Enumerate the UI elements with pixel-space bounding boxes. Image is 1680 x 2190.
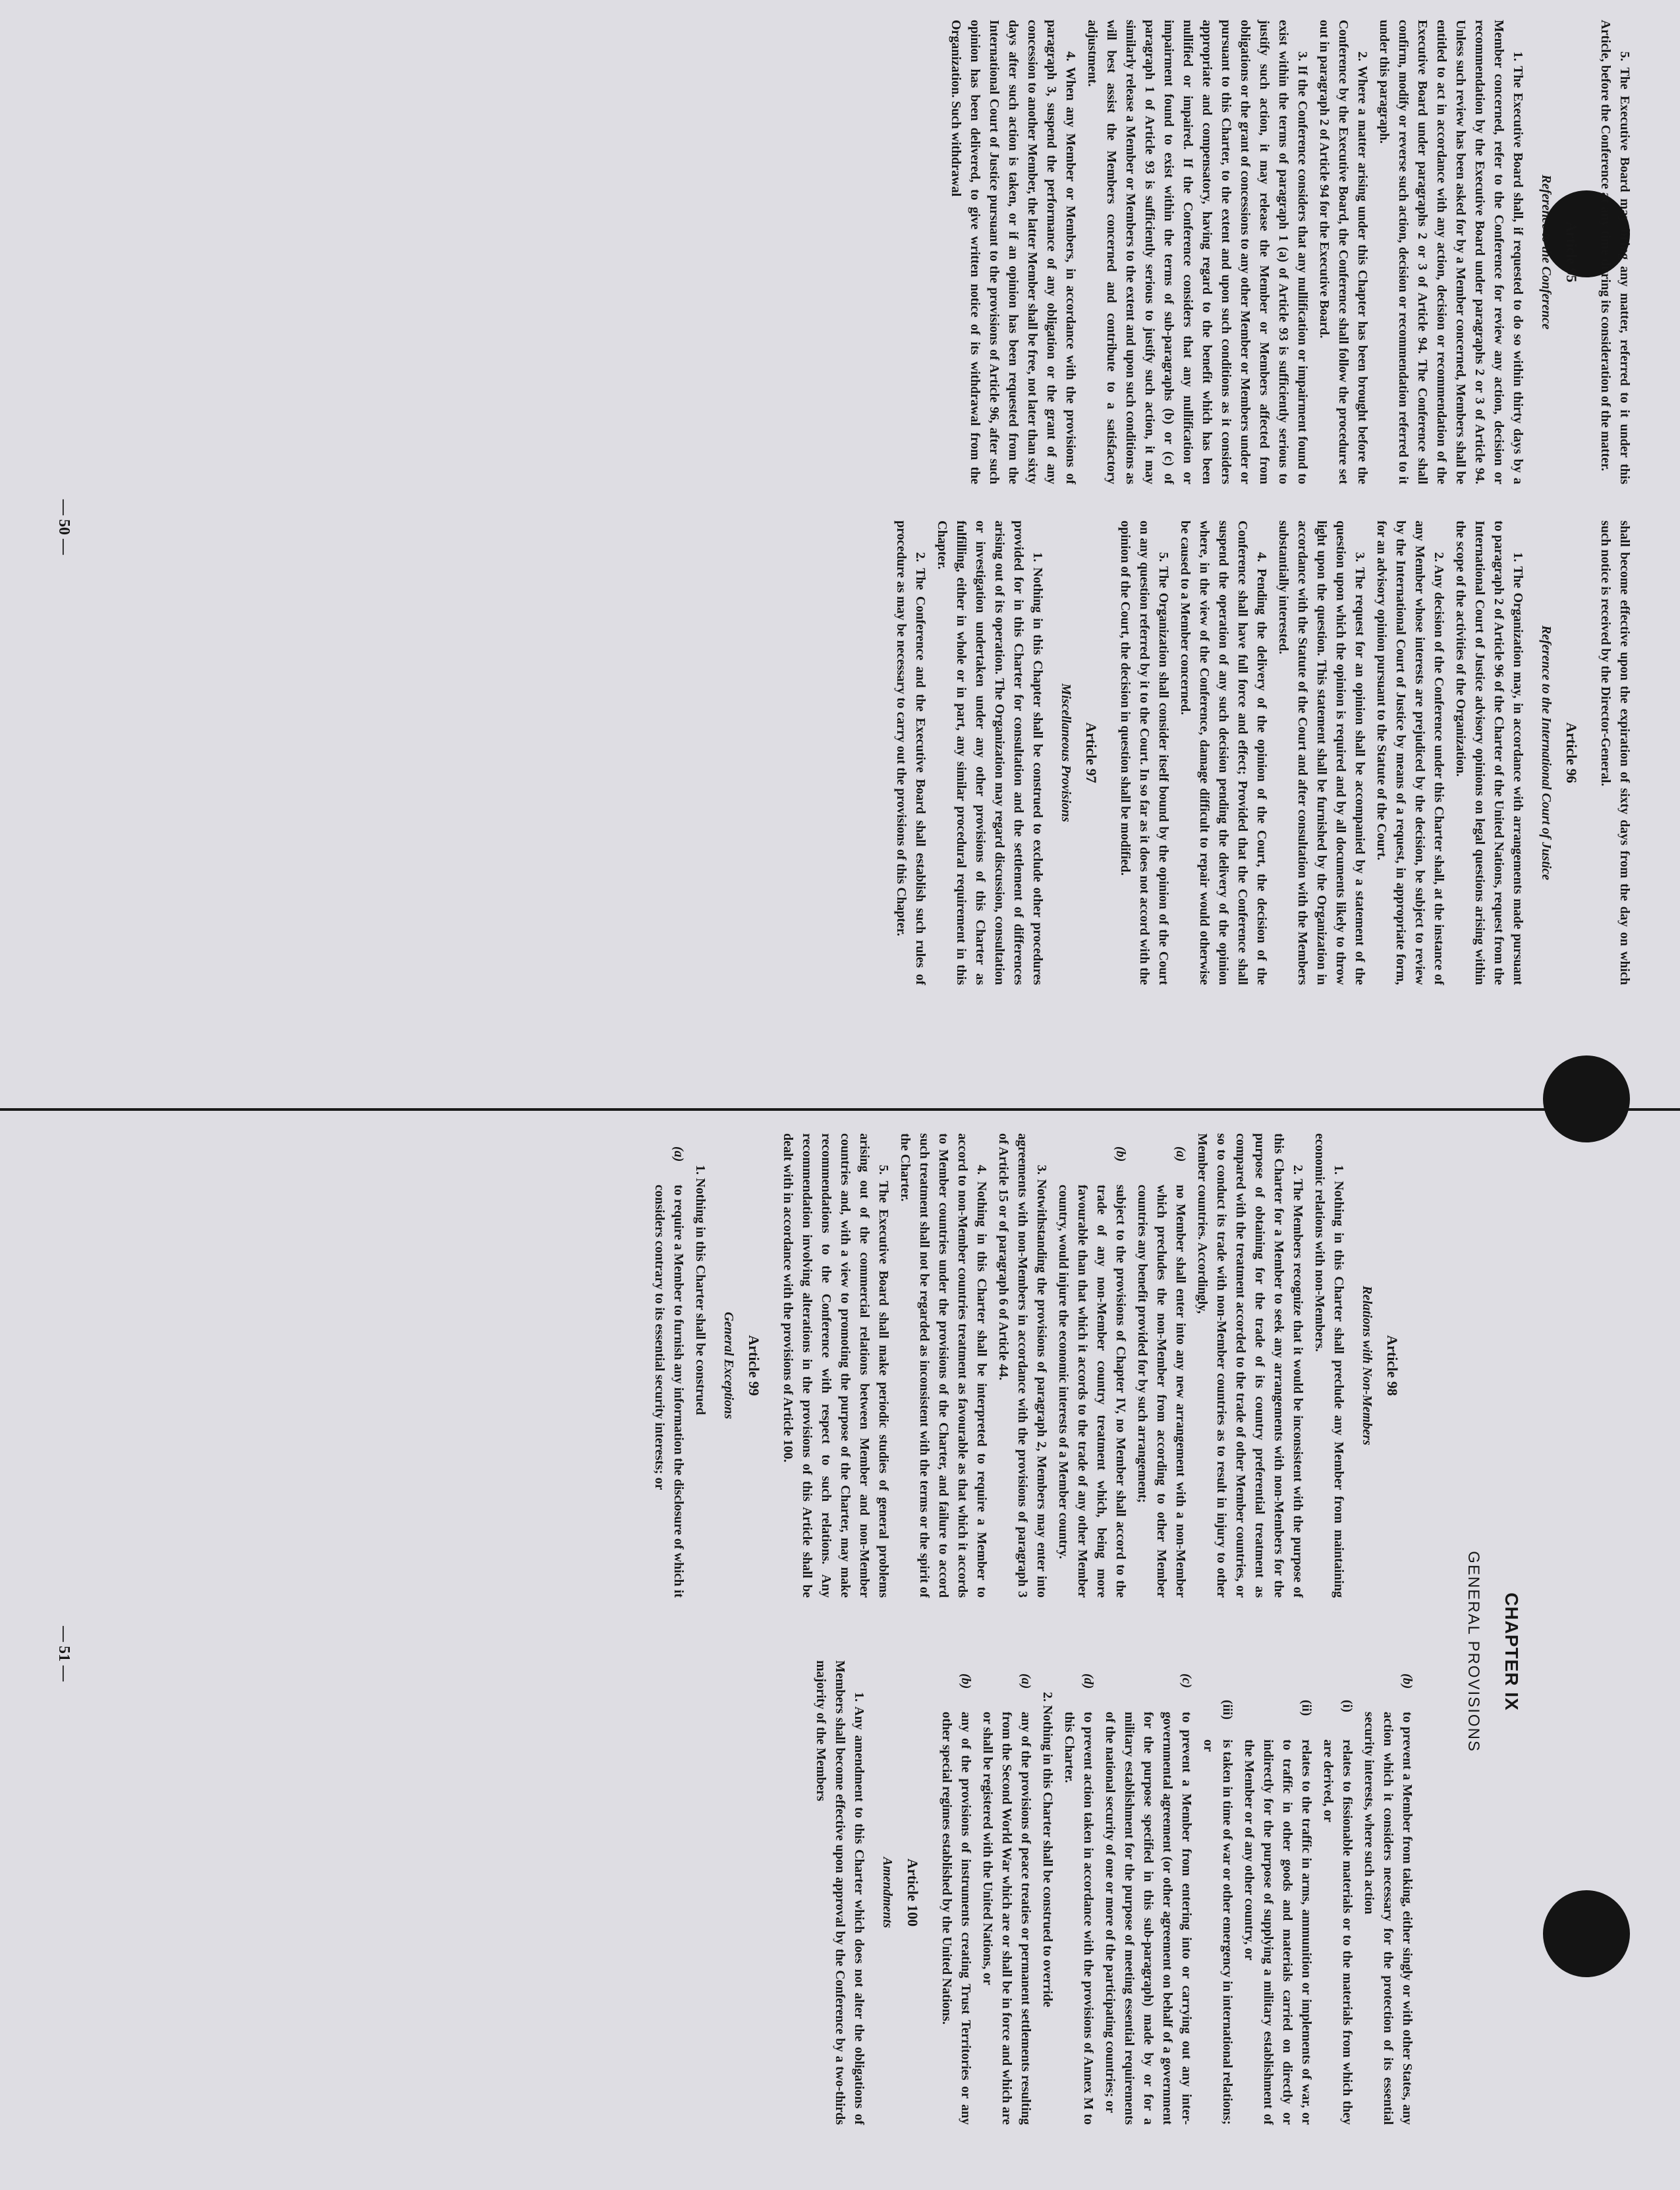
paragraph: 5. The Organization shall consider itself bound by the opinion of the Court on any question referred by it to the Court. In so far as it does not accord with the opinion of the Court, the decision in question shall be modified.: [1118, 520, 1171, 985]
list-item: (a) any of the provisions of peace treaties or permanent settlements resulting from the Second World War which are or shall be in force and which are or shall be registered with the United Nations, or: [980, 1673, 1033, 2125]
article-heading: Article 100: [905, 1858, 921, 1927]
article-heading: Article 96: [1563, 722, 1580, 783]
list-item: (b) any of the provisions of instruments creating Trust Territories or any other special regimes established by the United Nations.: [939, 1673, 973, 2125]
list-item: (b) to prevent a Member from taking, either singly or with other States, any action which it considers necessary for the protection of its essential security interests, where such action: [1362, 1673, 1414, 2125]
paragraph: 2. The Conference and the Executive Board shall establish such rules of procedure as may be necessary to carry out the provisions of this Chapter.: [894, 520, 928, 985]
list-item: (d) to prevent action taken in accordance with the provisions of Annex M to this Charter.: [1062, 1673, 1096, 2125]
list-subitem: (ii) relates to the traffic in arms, ammunition or implements of war, or to traffic in other goods and materials carried on directly or indirectly for the purpose of supplying a military establishment of the Member or of any other country, or: [1242, 1700, 1314, 2125]
paragraph: 1. The Organization may, in accordance with arrangements made pursuant to paragraph 2 of Article 96 of the Charter of the United Nations, request from the International Court of Justice advisory opinions on legal questions arising within the scope of the activities of the Organization.: [1453, 520, 1525, 985]
paragraph: 3. The request for an opinion shall be accompanied by a statement of the question upon which the opinion is required and by all documents likely to throw light upon the question. This statement shall be furnished by the Organization in accordance with the Statute of the Court and after consultation with the Members substantially interested.: [1276, 520, 1367, 985]
article-subheading: Relations with Non-Members: [1360, 1285, 1374, 1446]
page-51-column-2: [66, 1660, 1416, 2125]
list-subitem: (i) relates to fissionable materials or to the materials from which they are derived, or: [1321, 1700, 1355, 2125]
article-subheading: Miscellaneous Provisions: [1059, 683, 1073, 822]
chapter-heading: CHAPTER IX: [1501, 1592, 1522, 1711]
page-50: [0, 0, 1680, 1094]
paragraph: 1. Nothing in this Chapter shall be construed to exclude other procedures provided for in this Charter for consultation and the settlement of differences arising out of its operation. The Organization may regard discussion, consultation or investigation undertaken under any other provisions of this Charter as fulfilling, either in whole or in part, any similar procedural requirement in this Chapter.: [935, 520, 1045, 985]
paragraph: 4. Nothing in this Charter shall be interpreted to require a Member to accord to non-Member countries treatment as favourable as that which it accords to Member countries under the provisions of the Charter, and failure to accord such treatment shall not be regarded as inconsistent with the terms or the spirit of the Charter.: [898, 1133, 989, 1598]
article-subheading: General Exceptions: [721, 1312, 736, 1419]
paragraph: 2. The Members recognize that it would be inconsistent with the purpose of this Charter for a Member to seek any arrangements with non-Members for the purpose of obtaining for the trade of its country preferential treatment as compared with the treatment accorded to the trade of other Member countries, or so to conduct its trade with non-Member countries as to result in injury to other Member countries. Accordingly,: [1195, 1133, 1305, 1598]
paragraph: 1. The Executive Board shall, if requested to do so within thirty days by a Member concerned, refer to the Conference for review any action, decision or recommendation by the Executive Board under paragraphs 2 or 3 of Article 94. Unless such review has been asked for by a Member concerned, Members shall be entitled to act in accordance with any action, decision or recommendation of the Executive Board under paragraphs 2 or 3 of Article 94. The Conference shall confirm, modify or reverse such action, decision or recommendation referred to it under this paragraph.: [1377, 20, 1525, 484]
article-heading: Article 98: [1384, 1335, 1401, 1396]
article-subheading: Reference to the International Court of Justice: [1539, 625, 1554, 880]
page-50-column-1: [7, 20, 1634, 484]
paragraph: 5. The Executive Board may bring any matter, referred to it under this Article, before the Conference at any time during its consideration of the matter.: [1598, 20, 1632, 484]
article-subheading: Reference to the Conference: [1539, 175, 1554, 329]
article-heading: Article 97: [1083, 722, 1100, 783]
list-item: (a) to require a Member to furnish any information the disclosure of which it considers contrary to its essential security interests; or: [652, 1146, 686, 1598]
paragraph: 1. Nothing in this Charter shall preclude any Member from maintaining economic relations with non-Members.: [1312, 1133, 1346, 1598]
paragraph: 4. Pending the delivery of the opinion of the Court, the decision of the Conference shall have full force and effect; Provided that the Conference shall suspend the operation of any such decision pending the delivery of the opinion where, in the view of the Conference, damage difficult to repair would otherwise be caused to a Member concerned.: [1178, 520, 1269, 985]
list-subitem: (iii) is taken in time of war or other emergency in international relations; or: [1201, 1700, 1235, 2125]
list-item: (a) no Member shall enter into any new arrangement with a non-Member which precludes the non-Member from according to other Member countries any benefit provided for by such arrangement;: [1135, 1146, 1188, 1598]
page-number: — 50 —: [55, 499, 72, 555]
paragraph: 2. Any decision of the Conference under this Charter shall, at the instance of any Member whose interests are prejudiced by the decision, be subject to review by the International Court of Justice by means of a request, in appropriate form, for an advisory opinion pursuant to the Statute of the Court.: [1374, 520, 1446, 985]
paragraph: 5. The Executive Board shall make periodic studies of general problems arising out of the commercial relations between Member and non-Member countries and, with a view to promoting the purpose of the Charter, may make recommendations to the Conference with respect to such relations. Any recommendation involving alterations in the provisions of this Article shall be dealt with in accordance with the provisions of Article 100.: [781, 1133, 891, 1598]
page-51-column-1: [66, 1133, 1416, 1598]
paragraph: 2. Where a matter arising under this Chapter has been brought before the Conference by the Executive Board, the Conference shall follow the procedure set out in paragraph 2 of Article 94 for the Executive Board.: [1317, 20, 1370, 484]
article-heading: Article 95: [1563, 221, 1580, 283]
page-50-column-2: [7, 520, 1634, 985]
chapter-title: GENERAL PROVISIONS: [1465, 1551, 1482, 1753]
paragraph: 1. Any amendment to this Charter which does not alter the obligations of Members shall become effective upon approval by the Conference by a two-thirds majority of the Members: [814, 1660, 866, 2125]
article-subheading: Amendments: [880, 1857, 895, 1928]
paragraph: shall become effective upon the expiration of sixty days from the day on which such notice is received by the Director-General.: [1598, 520, 1632, 985]
paragraph: 3. If the Conference considers that any nullification or impairment found to exist within the terms of paragraph 1 (a) of Article 93 is sufficiently serious to justify such action, it may release the Member or Members affected from obligations or the grant of concessions to any other Member or Members under or pursuant to this Charter, to the extent and upon such conditions as it considers appropriate and compensatory, having regard to the benefit which has been nullified or impaired. If the Conference considers that any nullification or impairment found to exist within the terms of sub-paragraphs (b) or (c) of paragraph 1 of Article 93 is sufficiently serious to justify such action, it may similarly release a Member or Members to the extent and upon such conditions as will best assist the Members concerned and contribute to a satisfactory adjustment.: [1085, 20, 1310, 484]
paragraph: 3. Notwithstanding the provisions of paragraph 2, Members may enter into agreements with non-Members in accordance with the provisions of paragraph 3 of Article 15 or of paragraph 6 of Article 44.: [996, 1133, 1049, 1598]
article-heading: Article 99: [746, 1335, 762, 1396]
list-item: (c) to prevent a Member from entering into or carrying out any inter-governmental agreement (or other agreement on behalf of a government for the purpose specified in this sub-paragraph) made by or for a military establishment for the purpose of meeting essential requirements of the national security of one or more of the participating countries; or: [1103, 1673, 1194, 2125]
paragraph: 4. When any Member or Members, in accordance with the provisions of paragraph 3, suspend the performance of any obligation or the grant of any concession to another Member, the latter Member shall be free, not later than sixty days after such action is taken, or if an opinion has been requested from the International Court of Justice pursuant to the provisions of Article 96, after such opinion has been delivered, to give written notice of its withdrawal from the Organization. Such withdrawal: [949, 20, 1078, 484]
paragraph: 2. Nothing in this Charter shall be construed to override: [1040, 1692, 1055, 2008]
list-item: (b) subject to the provisions of Chapter IV, no Member shall accord to the trade of any non-Member country treatment which, being more favourable than that which it accords to the trade of any other Member country, would injure the economic interests of a Member country.: [1056, 1146, 1128, 1598]
page-number: — 51 —: [55, 1626, 72, 1681]
paragraph: 1. Nothing in this Charter shall be construed: [693, 1165, 708, 1415]
page-51: [0, 1113, 1680, 2190]
